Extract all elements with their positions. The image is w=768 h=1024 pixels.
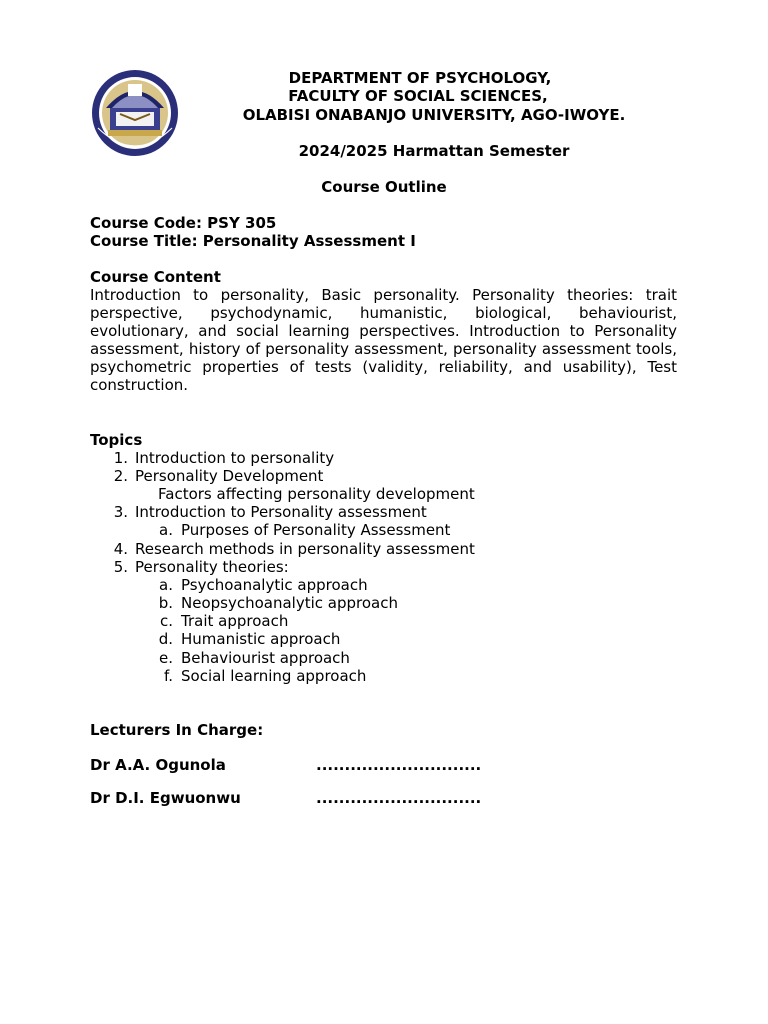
topic-note: Factors affecting personality development	[158, 485, 475, 503]
subtopic-item: Humanistic approach	[181, 630, 341, 648]
document-title: Course Outline	[321, 178, 447, 196]
topic-number: 1.	[113, 449, 128, 467]
subtopic-letter: c.	[159, 612, 173, 630]
topic-item: Personality theories:	[135, 558, 289, 576]
lecturer-name: Dr D.I. Egwuonwu	[90, 789, 241, 807]
topic-number: 5.	[113, 558, 128, 576]
subtopic-letter: d.	[158, 630, 173, 648]
subtopic-letter: e.	[159, 649, 173, 667]
course-content-heading: Course Content	[90, 268, 221, 286]
topic-number: 2.	[113, 467, 128, 485]
subtopic-item: Behaviourist approach	[181, 649, 350, 667]
university-line: OLABISI ONABANJO UNIVERSITY, AGO-IWOYE.	[242, 106, 626, 124]
subtopic-item: Neopsychoanalytic approach	[181, 594, 398, 612]
topic-item: Personality Development	[135, 467, 324, 485]
subtopic-item: Social learning approach	[181, 667, 367, 685]
lecturers-heading: Lecturers In Charge:	[90, 721, 264, 739]
subtopic-item: Trait approach	[181, 612, 289, 630]
subtopic-letter: a.	[159, 521, 173, 539]
topic-number: 3.	[113, 503, 128, 521]
course-title: Course Title: Personality Assessment I	[90, 232, 416, 250]
lecturer-name: Dr A.A. Ogunola	[90, 756, 226, 774]
topic-number: 4.	[113, 540, 128, 558]
subtopic-letter: a.	[159, 576, 173, 594]
department-line: DEPARTMENT OF PSYCHOLOGY,	[288, 69, 552, 87]
faculty-line: FACULTY OF SOCIAL SCIENCES,	[288, 87, 548, 105]
course-content-text: Introduction to personality, Basic personality. Personality theories: trait perspective, psychodynamic, humanistic, biological, behaviourist, evolutionary, and social learning perspectives. Introduction to Personality assessment, history of personality assessment, personality assessment tools, psychometric properties of tests (validity, reliability, and usability), Test construction.	[90, 286, 677, 395]
subtopic-item: Purposes of Personality Assessment	[181, 521, 451, 539]
topic-item: Introduction to Personality assessment	[135, 503, 427, 521]
subtopic-letter: b.	[158, 594, 173, 612]
signature-line: .............................	[316, 789, 482, 807]
signature-line: .............................	[316, 756, 482, 774]
subtopic-letter: f.	[164, 667, 173, 685]
semester-line: 2024/2025 Harmattan Semester	[298, 142, 570, 160]
subtopic-item: Psychoanalytic approach	[181, 576, 368, 594]
topics-heading: Topics	[90, 431, 143, 449]
course-code: Course Code: PSY 305	[90, 214, 277, 232]
topic-item: Research methods in personality assessment	[135, 540, 475, 558]
topic-item: Introduction to personality	[135, 449, 335, 467]
